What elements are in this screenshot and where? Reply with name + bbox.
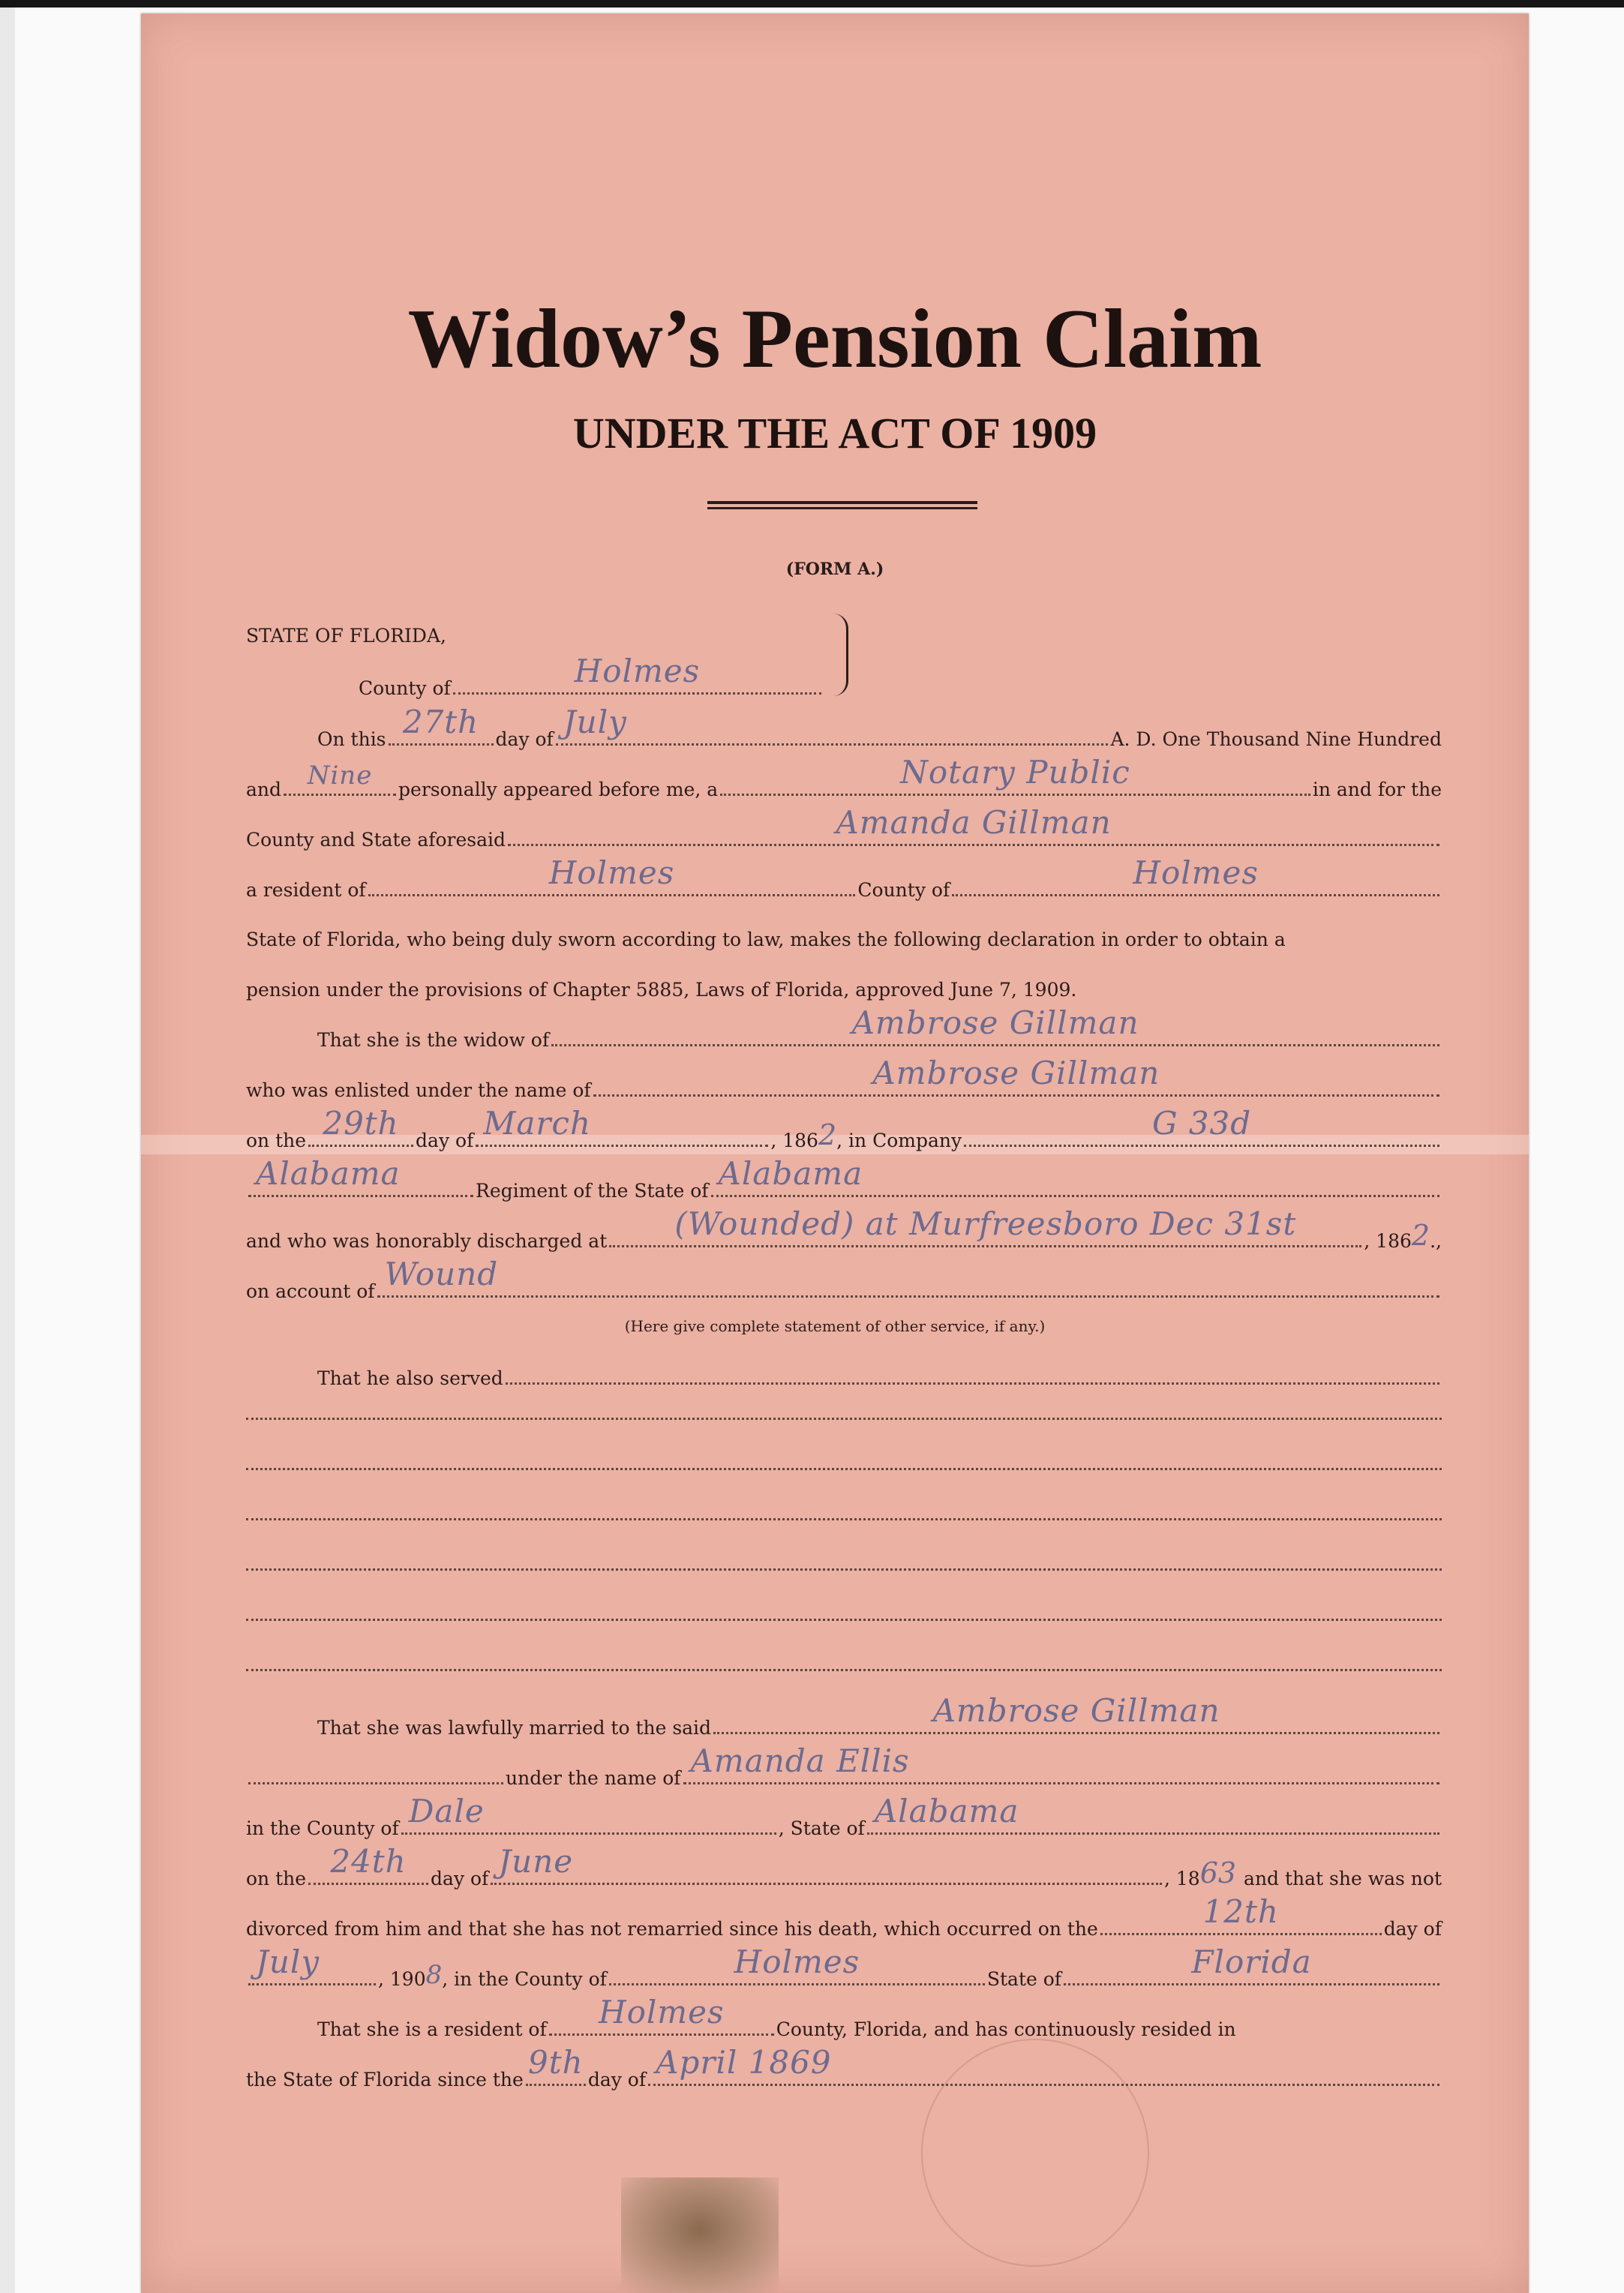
enlisted-line xyxy=(246,1055,1442,1101)
married-husband-handwriting: Ambrose Gillman xyxy=(932,1692,1220,1729)
discharge-end-punct: ., xyxy=(1430,1230,1442,1252)
county-handwriting: Holmes xyxy=(574,653,701,689)
service-blank-line[interactable] xyxy=(246,1418,1442,1420)
death-county-label: , in the County of xyxy=(442,1968,607,1990)
marriage-day-of-label: day of xyxy=(431,1868,489,1889)
death-state-handwriting: Florida xyxy=(1191,1943,1312,1980)
date-line xyxy=(317,704,1442,750)
day-handwriting: 27th xyxy=(402,704,479,740)
marriage-state-field[interactable] xyxy=(867,1793,1439,1835)
regiment-state-handwriting: Alabama xyxy=(718,1155,863,1192)
maiden-field[interactable] xyxy=(683,1742,1439,1784)
widow-of-label: That she is the widow of xyxy=(317,1029,550,1051)
served-label: That he also served xyxy=(317,1367,503,1389)
death-month-field[interactable] xyxy=(248,1943,376,1985)
form-subtitle: UNDER THE ACT OF 1909 xyxy=(572,409,1097,458)
marriage-year-prefix: , 18 xyxy=(1163,1868,1200,1889)
death-state-label: State of xyxy=(986,1968,1062,1990)
reason-field[interactable] xyxy=(377,1256,1439,1298)
title-rule-bottom xyxy=(707,507,977,509)
husband-field[interactable] xyxy=(551,1004,1439,1046)
paper-stain xyxy=(621,2177,779,2293)
marriage-day-handwriting: 24th xyxy=(330,1843,407,1880)
enlist-year-handwriting[interactable]: 2 xyxy=(818,1118,837,1151)
marriage-month-field[interactable] xyxy=(491,1843,1162,1885)
death-state-field[interactable] xyxy=(1064,1943,1439,1985)
officer-field[interactable] xyxy=(720,754,1310,796)
marriage-month-handwriting: June xyxy=(498,1843,574,1880)
county-field[interactable] xyxy=(453,653,821,695)
declaration-line-2 xyxy=(246,968,1442,1001)
enlist-date-line xyxy=(246,1105,1442,1151)
appeared-label: personally appeared before me, a xyxy=(398,779,719,800)
service-note: (Here give complete statement of other service, if any.) xyxy=(624,1317,1046,1335)
death-line xyxy=(246,1943,1442,1990)
marriage-county-label: in the County of xyxy=(246,1817,399,1839)
appeared-line xyxy=(246,754,1442,800)
death-year-handwriting[interactable]: 8 xyxy=(425,1960,443,1990)
ad-label: A. D. One Thousand Nine Hundred xyxy=(1110,728,1442,750)
declaration-line-1 xyxy=(246,917,1442,950)
death-month-handwriting: July xyxy=(256,1943,320,1980)
enlist-month-handwriting: March xyxy=(483,1105,592,1142)
claimant-name-handwriting: Amanda Gillman xyxy=(836,804,1112,841)
since-line xyxy=(246,2044,1442,2090)
and-label: and xyxy=(246,779,282,800)
death-day-field[interactable] xyxy=(1100,1893,1382,1935)
regiment-handwriting: Alabama xyxy=(256,1155,401,1192)
resident-of-label: a resident of xyxy=(246,879,366,901)
state-label: STATE OF FLORIDA, xyxy=(246,625,446,647)
enlist-day-handwriting: 29th xyxy=(323,1105,399,1142)
service-blank-line[interactable] xyxy=(246,1619,1442,1621)
service-blank-line[interactable] xyxy=(246,1518,1442,1520)
resident-place-field[interactable] xyxy=(368,854,856,896)
divorced-label: divorced from him and that she has not remarried since his death, which occurred on the xyxy=(246,1918,1098,1940)
not-divorced-label: and that she was not xyxy=(1244,1868,1442,1889)
death-county-field[interactable] xyxy=(609,1943,985,1985)
marriage-county-handwriting: Dale xyxy=(408,1793,485,1829)
resident-county-field[interactable] xyxy=(952,854,1439,896)
death-day-of-label: day of xyxy=(1383,1918,1442,1940)
enlisted-label: who was enlisted under the name of xyxy=(246,1079,591,1101)
year-field[interactable] xyxy=(284,761,396,796)
officer-handwriting: Notary Public xyxy=(900,754,1130,791)
discharge-place-handwriting: (Wounded) at Murfreesboro Dec 31st xyxy=(674,1205,1297,1242)
regiment-label: Regiment of the State of xyxy=(476,1180,709,1202)
title-rule-top xyxy=(707,501,977,504)
declaration-text-1: State of Florida, who being duly sworn according to law, makes the following declaration in order to obtain a xyxy=(246,929,1286,950)
enlisted-name-field[interactable] xyxy=(593,1055,1439,1097)
marriage-day-field[interactable] xyxy=(308,1843,428,1885)
since-day-handwriting: 9th xyxy=(527,2044,584,2081)
since-date-field[interactable] xyxy=(648,2044,1439,2086)
day-field[interactable] xyxy=(389,704,494,746)
married-line xyxy=(317,1692,1442,1739)
continuously-resided-label: County, Florida, and has continuously resided in xyxy=(776,2018,1236,2040)
husband-handwriting: Ambrose Gillman xyxy=(851,1004,1139,1041)
maiden-line xyxy=(246,1742,1442,1789)
scan-left-margin xyxy=(0,8,15,2293)
widow-line xyxy=(317,1004,1442,1051)
regiment-state-field[interactable] xyxy=(711,1155,1439,1197)
account-line xyxy=(246,1256,1442,1302)
service-blank-line[interactable] xyxy=(246,1669,1442,1671)
form-label: (FORM A.) xyxy=(785,560,884,579)
death-day-handwriting: 12th xyxy=(1202,1893,1279,1930)
company-label: , in Company xyxy=(836,1130,962,1151)
year-prefix-label: , 186 xyxy=(770,1130,818,1151)
day-of-label: day of xyxy=(495,728,554,750)
marriage-place-line xyxy=(246,1793,1442,1839)
reason-handwriting: Wound xyxy=(384,1256,499,1292)
death-year-prefix: , 190 xyxy=(378,1968,426,1990)
county-label: County of xyxy=(359,677,451,699)
month-field[interactable] xyxy=(556,704,1109,746)
since-date-handwriting: April 1869 xyxy=(656,2044,832,2081)
marriage-on-the-label: on the xyxy=(246,1868,307,1889)
since-day-field[interactable] xyxy=(526,2044,586,2086)
resident-place-handwriting: Holmes xyxy=(548,854,675,891)
resides-county-field[interactable] xyxy=(549,1994,774,2036)
regiment-line xyxy=(246,1155,1442,1202)
since-label: the State of Florida since the xyxy=(246,2069,524,2090)
maiden-label: under the name of xyxy=(506,1767,681,1789)
resides-line xyxy=(317,1994,1442,2040)
on-the-label: on the xyxy=(246,1130,307,1151)
discharge-year-prefix: , 186 xyxy=(1364,1230,1412,1252)
in-and-for-label: in and for the xyxy=(1312,779,1442,800)
served-field[interactable] xyxy=(506,1358,1439,1385)
married-label: That she was lawfully married to the said xyxy=(317,1717,712,1739)
declaration-text-2: pension under the provisions of Chapter 5885, Laws of Florida, approved June 7, 1909. xyxy=(246,979,1077,1001)
discharge-place-field[interactable] xyxy=(609,1205,1361,1247)
month-handwriting: July xyxy=(563,704,627,740)
marriage-year-handwriting[interactable]: 63 xyxy=(1199,1856,1237,1889)
pension-form-sheet xyxy=(141,14,1529,2293)
county-of-label: County of xyxy=(857,879,950,901)
account-of-label: on account of xyxy=(246,1280,375,1302)
enlist-month-field[interactable] xyxy=(476,1105,768,1147)
since-day-of-label: day of xyxy=(587,2069,647,2090)
service-blank-line[interactable] xyxy=(246,1468,1442,1470)
marriage-state-handwriting: Alabama xyxy=(874,1793,1019,1829)
scan-top-border xyxy=(0,0,1624,8)
claimant-line xyxy=(246,804,1442,851)
enlist-day-of-label: day of xyxy=(416,1130,474,1151)
discharged-line xyxy=(246,1205,1442,1252)
resides-county-handwriting: Holmes xyxy=(598,1994,725,2030)
discharged-label: and who was honorably discharged at xyxy=(246,1230,608,1252)
resident-county-handwriting: Holmes xyxy=(1133,854,1259,891)
marriage-county-field[interactable] xyxy=(401,1793,776,1835)
company-handwriting: G 33d xyxy=(1151,1105,1252,1142)
resides-label: That she is a resident of xyxy=(317,2018,547,2040)
maiden-prefix-dots xyxy=(248,1758,503,1784)
enlist-day-field[interactable] xyxy=(308,1105,413,1147)
aforesaid-label: County and State aforesaid xyxy=(246,829,506,851)
county-header-line xyxy=(359,653,824,699)
maiden-handwriting: Amanda Ellis xyxy=(690,1742,910,1779)
regiment-field[interactable] xyxy=(248,1155,473,1197)
form-title: Widow’s Pension Claim xyxy=(407,293,1262,386)
resident-line xyxy=(246,854,1442,901)
on-this-label: On this xyxy=(317,728,386,750)
state-line xyxy=(246,614,771,647)
marriage-state-label: , State of xyxy=(778,1817,865,1839)
divorced-line xyxy=(246,1893,1442,1940)
death-county-handwriting: Holmes xyxy=(734,1943,860,1980)
enlisted-name-handwriting: Ambrose Gillman xyxy=(872,1055,1160,1091)
married-husband-field[interactable] xyxy=(713,1692,1439,1734)
header-brace xyxy=(831,614,848,696)
discharge-year-handwriting[interactable]: 2 xyxy=(1411,1219,1430,1252)
served-line xyxy=(317,1356,1442,1389)
company-field[interactable] xyxy=(964,1105,1439,1147)
service-blank-line[interactable] xyxy=(246,1568,1442,1571)
claimant-name-field[interactable] xyxy=(508,804,1439,846)
year-handwriting: Nine xyxy=(307,761,373,791)
marriage-date-line xyxy=(246,1843,1442,1889)
